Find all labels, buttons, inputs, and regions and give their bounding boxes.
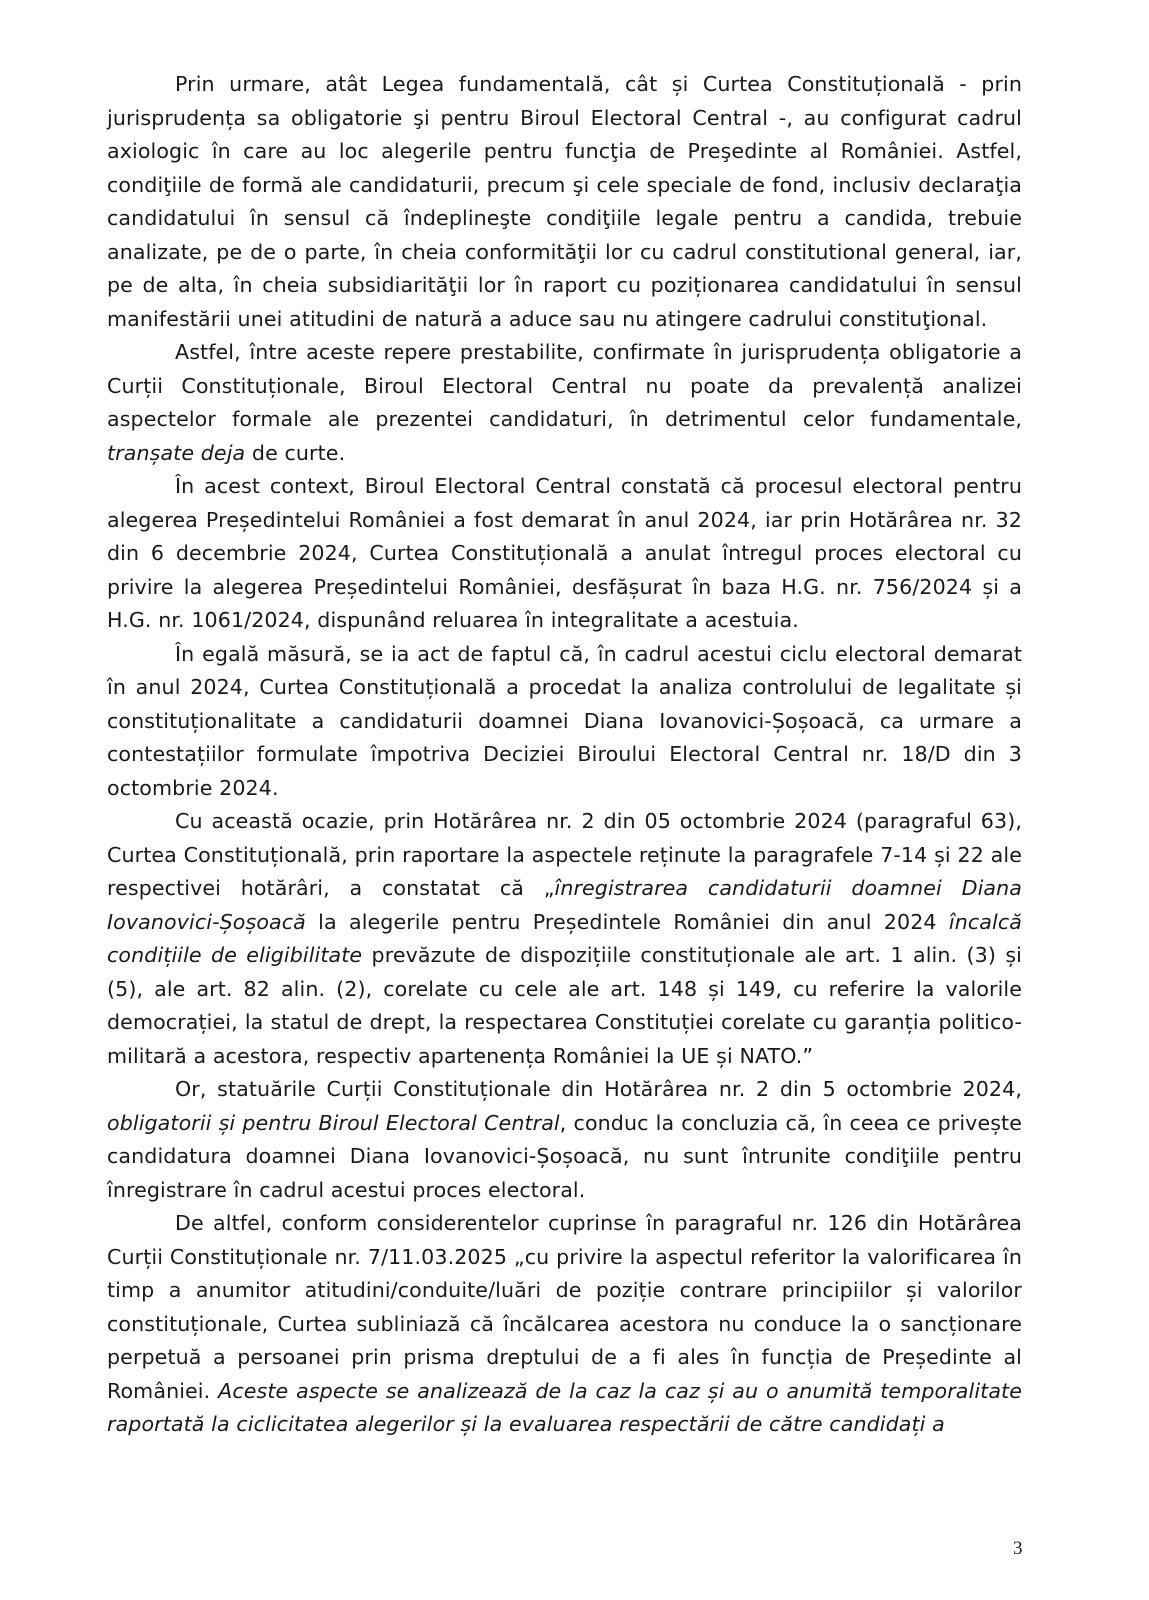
text-segment: prevăzute de dispozițiile constituționale ale art. 1 alin. (3) și (5), ale art. 82 alin. (2), corelate cu cele ale art. 148 și 149, cu referire la valorile democrației, la statul de drept, la respectarea Constituției corelate cu garanția politico-militară a acestora, respectiv apartenența României la UE și NATO.” <box>107 943 1022 1068</box>
paragraph <box>107 68 1022 336</box>
text-segment: În egală măsură, se ia act de faptul că, în cadrul acestui ciclu electoral demarat în anul 2024, Curtea Constituțională a procedat la analiza controlului de legalitate și constituționalitate a candidaturii doamnei Diana Iovanovici-Șoșoacă, ca urmare a contestațiilor formulate împotriva Deciziei Biroului Electoral Central nr. 18/D din 3 octombrie 2024. <box>107 641 1022 800</box>
paragraph <box>107 805 1022 1073</box>
document-body <box>107 68 1022 1442</box>
text-segment: De altfel, conform considerentelor cuprinse în paragraful nr. 126 din Hotărârea Curții Constituționale nr. 7/11.03.2025 „cu privire la aspectul referitor la valorificarea în timp a anumitor atitudini/conduite/luări de poziție contrare principiilor și valorilor constituționale, Curtea subliniază că încălcarea acestora nu conduce la o sancționare perpetuă a persoanei prin prisma dreptului de a fi ales în funcția de Președinte al României. <box>107 1211 1022 1403</box>
text-segment: În acest context, Biroul Electoral Central constată că procesul electoral pentru alegerea Președintelui României a fost demarat în anul 2024, iar prin Hotărârea nr. 32 din 6 decembrie 2024, Curtea Constituțională a anulat întregul proces electoral cu privire la alegerea Președintelui României, desfășurat în baza H.G. nr. 756/2024 și a H.G. nr. 1061/2024, dispunând reluarea în integralitate a acestuia. <box>107 474 1022 632</box>
italic-text-segment: obligatorii și pentru Biroul Electoral Central <box>107 1110 560 1135</box>
text-segment: , conduc la concluzia că, în ceea ce privește candidatura doamnei Diana Iovanovici-Șoșoacă, nu sunt întrunite condiţiile pentru înregistrare în cadrul acestui proces electoral. <box>107 1110 1022 1202</box>
text-segment: la alegerile pentru Președintele României din anul 2024 <box>305 909 949 934</box>
text-segment: Cu această ocazie, prin Hotărârea nr. 2 din 05 octombrie 2024 (paragraful 63), Curtea Constituțională, prin raportare la aspectele reținute la paragrafele 7-14 și 22 ale respectivei hotărâri, a constatat că „ <box>107 809 1022 900</box>
text-segment: Astfel, între aceste repere prestabilite, confirmate în jurisprudența obligatorie a Curții Constituționale, Biroul Electoral Central nu poate da prevalență analizei aspectelor formale ale prezentei candidaturi, în detrimentul celor fundamentale, <box>107 340 1022 431</box>
italic-text-segment: încalcă condițiile de eligibilitate <box>107 909 1022 967</box>
paragraph <box>107 638 1022 806</box>
paragraph <box>107 1073 1022 1207</box>
paragraph <box>107 470 1022 638</box>
italic-text-segment: înregistrarea candidaturii doamnei Diana Iovanovici-Șoșoacă <box>107 876 1022 934</box>
text-segment: Or, statuările Curții Constituționale din Hotărârea nr. 2 din 5 octombrie 2024, <box>175 1077 1022 1101</box>
paragraph <box>107 1207 1022 1442</box>
text-segment: de curte. <box>245 440 346 465</box>
page-number: 3 <box>1013 1538 1023 1559</box>
italic-text-segment: tranșate deja <box>107 440 246 465</box>
text-segment: Prin urmare, atât Legea fundamentală, cât și Curtea Constituțională - prin jurisprudența sa obligatorie şi pentru Biroul Electoral Central -, au configurat cadrul axiologic în care au loc alegerile pentru funcţia de Preşedinte al României. Astfel, condiţiile de formă ale candidaturii, precum şi cele speciale de fond, inclusiv declaraţia candidatului în sensul că îndeplineşte condiţiile legale pentru a candida, trebuie analizate, pe de o parte, în cheia conformităţii lor cu cadrul constitutional general, iar, pe de alta, în cheia subsidiarităţii lor în raport cu poziționarea candidatului în sensul manifestării unei atitudini de natură a aduce sau nu atingere cadrului constituţional. <box>107 72 1022 331</box>
italic-text-segment: Aceste aspecte se analizează de la caz la caz și au o anumită temporalitate raportată la ciclicitatea alegerilor și la evaluarea respectării de către candidați a <box>107 1378 1022 1436</box>
paragraph <box>107 336 1022 470</box>
